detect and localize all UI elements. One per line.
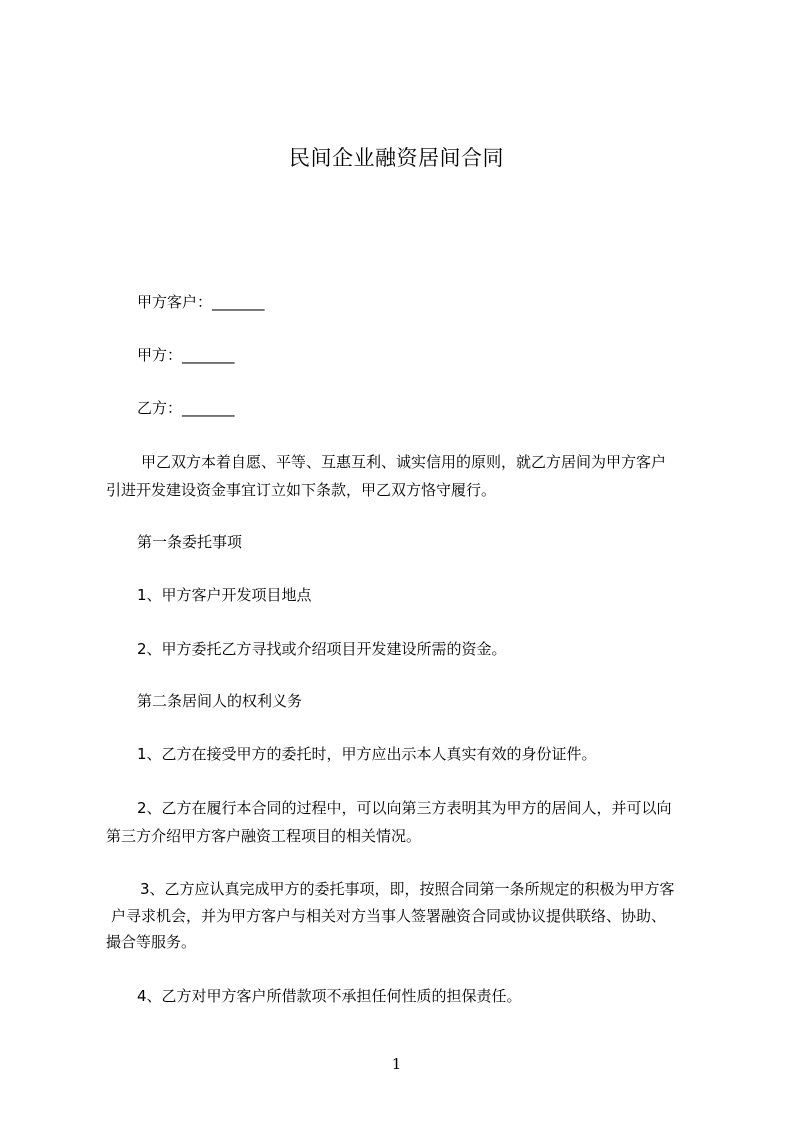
party-b-line: 乙方：_______: [137, 399, 235, 417]
article2-item-4: 4、乙方对甲方客户所借款项不承担任何性质的担保责任。: [137, 987, 522, 1005]
article1-item-1: 1、甲方客户开发项目地点: [137, 586, 312, 604]
article2-heading: 第二条居间人的权利义务: [137, 692, 303, 710]
article2-item-3-line-3: 撮合等服务。: [106, 933, 197, 951]
article1-heading: 第一条委托事项: [137, 533, 243, 551]
preamble-line-1: 甲乙双方本着自愿、平等、互惠互利、诚实信用的原则，就乙方居间为甲方客户: [141, 453, 667, 471]
article2-item-1: 1、乙方在接受甲方的委托时，甲方应出示本人真实有效的身份证件。: [137, 745, 597, 763]
preamble-line-2: 引进开发建设资金事宜订立如下条款，甲乙双方恪守履行。: [106, 481, 497, 499]
article2-item-3-line-2: 户寻求机会，并为甲方客户与相关对方当事人签署融资合同或协议提供联络、协助、: [111, 907, 667, 925]
party-a-line: 甲方：_______: [137, 346, 235, 364]
party-client-line: 甲方客户：_______: [137, 293, 265, 311]
page-number: 1: [391, 1055, 402, 1073]
article1-item-2: 2、甲方委托乙方寻找或介绍项目开发建设所需的资金。: [137, 640, 507, 658]
article2-item-3-line-1: 3、乙方应认真完成甲方的委托事项，即，按照合同第一条所规定的积极为甲方客: [140, 880, 675, 898]
article2-item-2-line-1: 2、乙方在履行本合同的过程中，可以向第三方表明其为甲方的居间人，并可以向: [137, 799, 672, 817]
article2-item-2-line-2: 第三方介绍甲方客户融资工程项目的相关情况。: [106, 827, 422, 845]
document-title: 民间企业融资居间合同: [289, 146, 504, 170]
